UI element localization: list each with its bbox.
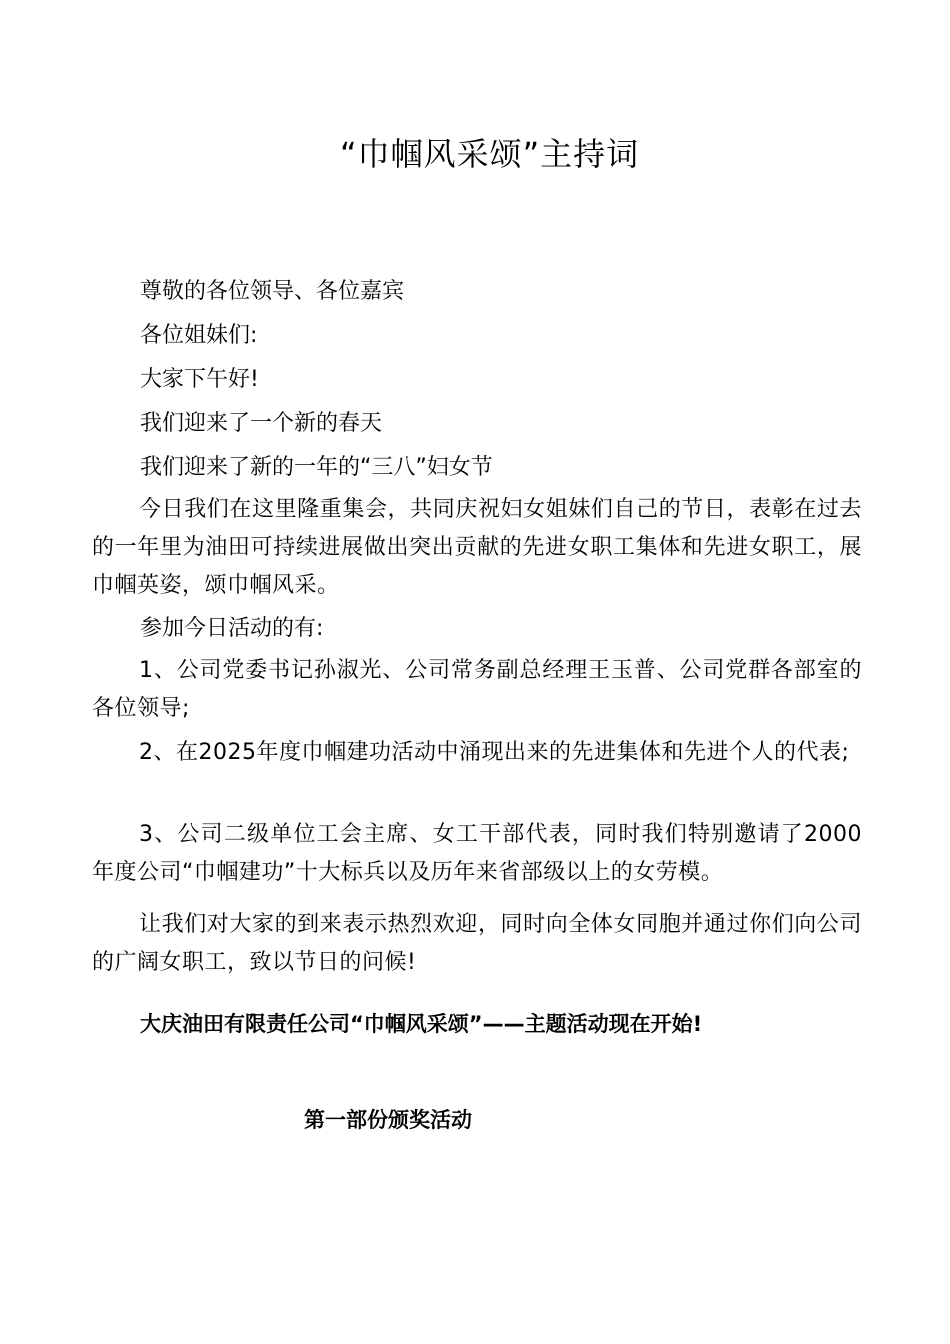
participant-item-1: 1、公司党委书记孙淑光、公司常务副总经理王玉普、公司党群各部室的各位领导; <box>92 658 862 721</box>
participants-heading: 参加今日活动的有: <box>140 616 324 641</box>
closing-announcement: 大庆油田有限责任公司“巾帼风采颂”——主题活动现在开始! <box>140 1012 703 1036</box>
intro-paragraph: 今日我们在这里隆重集会，共同庆祝妇女姐妹们自己的节日，表彰在过去的一年里为油田可持续进展做出突出贡献的先进女职工集体和先进女职工，展巾帼英姿，颂巾帼风采。 <box>92 497 862 598</box>
welcome-paragraph: 让我们对大家的到来表示热烈欢迎，同时向全体女同胞并通过你们向公司的广阔女职工，致以节日的问候! <box>92 912 862 975</box>
intro-line-2: 我们迎来了新的一年的“三八”妇女节 <box>140 455 493 480</box>
document-title: “巾帼风采颂”主持词 <box>340 135 640 173</box>
participant-item-2: 2、在2025年度巾帼建功活动中涌现出来的先进集体和先进个人的代表; <box>139 740 850 765</box>
greeting-line-3: 大家下午好! <box>140 367 259 392</box>
greeting-line-1: 尊敬的各位领导、各位嘉宾 <box>140 279 405 304</box>
greeting-line-2: 各位姐妹们: <box>140 323 258 348</box>
section-heading: 第一部份颁奖活动 <box>304 1108 472 1132</box>
intro-line-1: 我们迎来了一个新的春天 <box>140 411 383 436</box>
participant-item-3: 3、公司二级单位工会主席、女工干部代表，同时我们特别邀请了2000年度公司“巾帼建功”十大标兵以及历年来省部级以上的女劳模。 <box>92 822 862 885</box>
